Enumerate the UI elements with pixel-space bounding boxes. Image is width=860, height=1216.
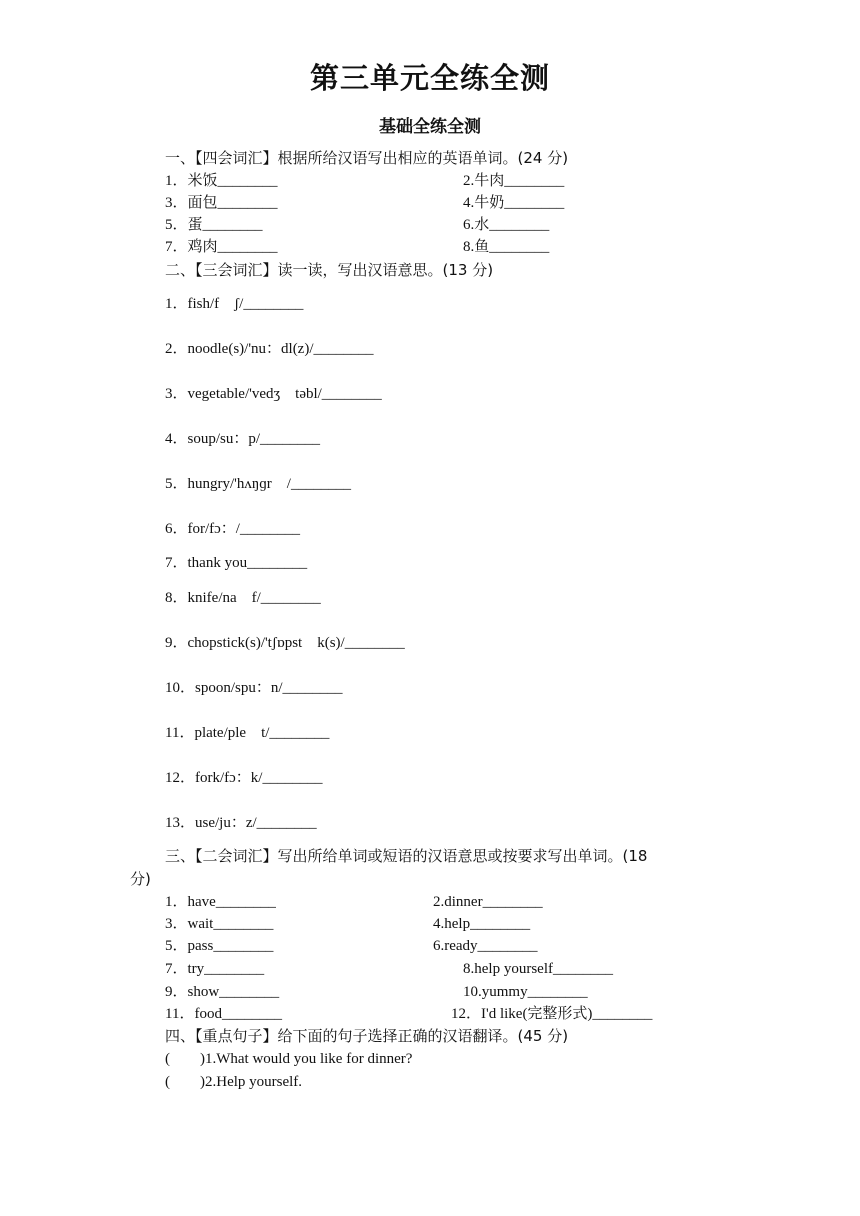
s4-item-2: ( )2.Help yourself. xyxy=(165,1074,303,1090)
s2-item-4: 4．soup/su：p/________ xyxy=(165,431,321,447)
s2-item-7: 7．thank you________ xyxy=(165,555,308,571)
s2-item-11: 11．plate/ple t/________ xyxy=(165,725,330,741)
s2-item-6: 6．for/fɔ：/________ xyxy=(165,521,300,537)
s3-item-7: 7．try________ xyxy=(165,961,265,977)
section-1-heading: 一、【四会词汇】根据所给汉语写出相应的英语单词。(24 分) xyxy=(165,149,569,167)
s2-item-10: 10．spoon/spu：n/________ xyxy=(165,680,343,696)
s2-item-3: 3．vegetable/'vedʒ təbl/________ xyxy=(165,386,382,402)
section-3-heading-line-2: 分) xyxy=(130,870,151,888)
s1-item-2: 2.牛肉________ xyxy=(463,173,565,189)
section-2-heading: 二、【三会词汇】读一读，写出汉语意思。(13 分) xyxy=(165,261,494,279)
s2-item-12: 12．fork/fɔ：k/________ xyxy=(165,770,323,786)
s4-item-1: ( )1.What would you like for dinner? xyxy=(165,1051,413,1067)
s3-item-9: 9．show________ xyxy=(165,984,280,1000)
s2-item-8: 8．knife/na f/________ xyxy=(165,590,321,606)
s1-item-1: 1．米饭________ xyxy=(165,173,278,189)
s3-item-1: 1．have________ xyxy=(165,894,276,910)
s2-item-13: 13．use/ju：z/________ xyxy=(165,815,317,831)
s3-item-12: 12．I'd like(完整形式)________ xyxy=(451,1006,653,1022)
s3-item-5: 5．pass________ xyxy=(165,938,274,954)
s3-item-3: 3．wait________ xyxy=(165,916,274,932)
s1-item-5: 5．蛋________ xyxy=(165,217,263,233)
s3-item-11: 11．food________ xyxy=(165,1006,282,1022)
s3-item-10: 10.yummy________ xyxy=(463,984,588,1000)
section-4-heading: 四、【重点句子】给下面的句子选择正确的汉语翻译。(45 分) xyxy=(165,1027,569,1045)
s2-item-5: 5．hungry/'hʌŋɡr /________ xyxy=(165,476,351,492)
s3-item-2: 2.dinner________ xyxy=(433,894,543,910)
s1-item-6: 6.水________ xyxy=(463,217,550,233)
s1-item-3: 3．面包________ xyxy=(165,195,278,211)
section-3-heading-line-1: 三、【二会词汇】写出所给单词或短语的汉语意思或按要求写出单词。(18 xyxy=(165,847,648,865)
page-subtitle: 基础全练全测 xyxy=(379,117,481,137)
page-title: 第三单元全练全测 xyxy=(309,61,550,95)
s1-item-4: 4.牛奶________ xyxy=(463,195,565,211)
s1-item-8: 8.鱼________ xyxy=(463,239,550,255)
s3-item-8: 8.help yourself________ xyxy=(463,961,613,977)
s3-item-4: 4.help________ xyxy=(433,916,531,932)
s2-item-1: 1．fish/f ʃ/________ xyxy=(165,296,304,312)
s2-item-2: 2．noodle(s)/'nu：dl(z)/________ xyxy=(165,341,374,357)
s1-item-7: 7．鸡肉________ xyxy=(165,239,278,255)
s2-item-9: 9．chopstick(s)/'tʃɒpst k(s)/________ xyxy=(165,635,405,651)
s3-item-6: 6.ready________ xyxy=(433,938,538,954)
